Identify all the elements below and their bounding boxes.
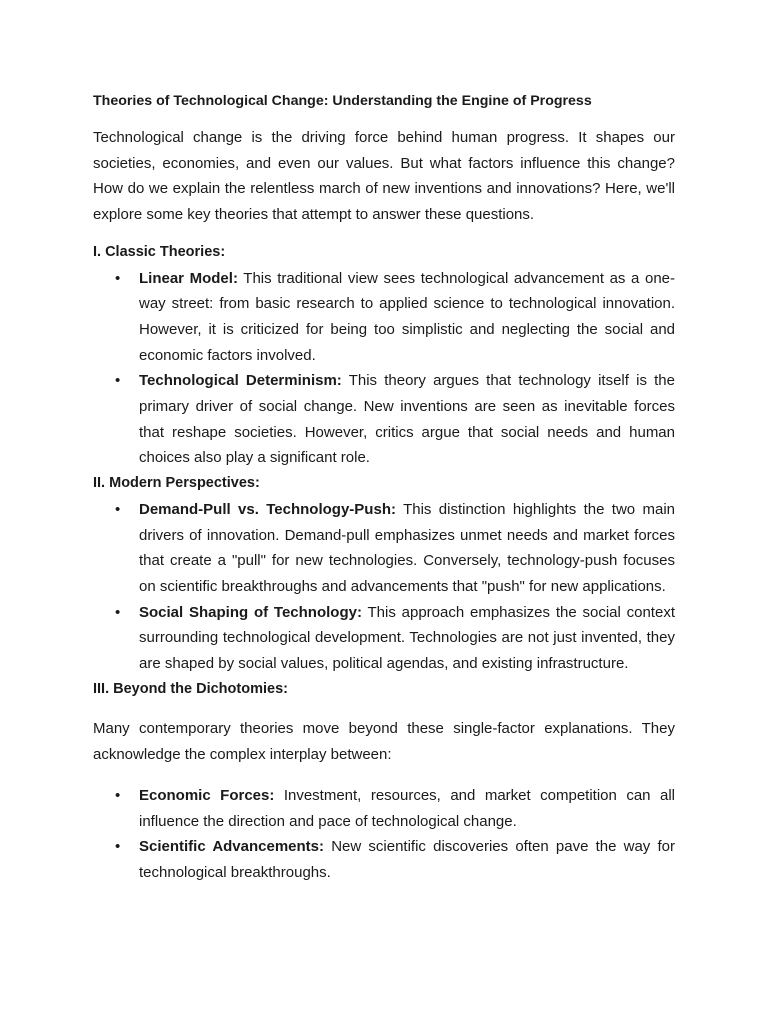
section-heading-classic-theories: I. Classic Theories: (93, 243, 226, 260)
list-item-term: Demand-Pull vs. Technology-Push: (139, 500, 396, 518)
classic-theories-list (93, 266, 675, 472)
list-item-text: Investment, resources, and market competition can all influence the direction and pace of technological change. (139, 786, 675, 830)
spacer (93, 702, 675, 716)
list-item (93, 368, 675, 471)
list-item-text: New scientific discoveries often pave the way for technological breakthroughs. (139, 838, 675, 881)
section-heading-beyond-dichotomies: III. Beyond the Dichotomies: (93, 680, 288, 697)
list-item-text: This distinction highlights the two main drivers of innovation. Demand-pull emphasizes unmet needs and market forces that create a "pull" for new technologies. Conversely, technology-push focuses on scientific breakthroughs and advancements that "push" for new applications. (139, 500, 676, 595)
list-item (93, 834, 675, 885)
bullet-icon: • (115, 838, 121, 856)
list-item (93, 783, 675, 834)
bullet-icon: • (115, 500, 121, 518)
document-title: Theories of Technological Change: Understanding the Engine of Progress (93, 93, 592, 109)
section-paragraph: Many contemporary theories move beyond these single-factor explanations. They acknowledge the complex interplay between: (93, 720, 675, 764)
list-item-term: Economic Forces: (139, 786, 275, 804)
list-item-term: Technological Determinism: (139, 372, 342, 390)
list-item-term: Scientific Advancements: (139, 838, 325, 856)
bullet-icon: • (115, 269, 121, 287)
section-heading-modern-perspectives: II. Modern Perspectives: (93, 475, 260, 492)
interplay-factors-list (93, 783, 675, 886)
list-item (93, 600, 675, 677)
list-item-text: This traditional view sees technological advancement as a one-way street: from basic research to applied science to technological innovation. However, it is criticized for being too simplistic and neglecting the social and economic factors involved. (139, 269, 675, 364)
intro-paragraph: Technological change is the driving force behind human progress. It shapes our societies, economies, and even our values. But what factors influence this change? How do we explain the relentless march of new inventions and innovations? Here, we'll explore some key theories that attempt to answer these questions. (93, 129, 675, 224)
bullet-icon: • (115, 786, 121, 804)
list-item-text: This theory argues that technology itself is the primary driver of social change. New inventions are seen as inevitable forces that reshape societies. However, critics argue that social needs and human choices also play a significant role. (139, 372, 675, 467)
document-page (93, 88, 675, 886)
list-item-term: Social Shaping of Technology: (139, 603, 362, 621)
list-item-text: This approach emphasizes the social context surrounding technological development. Technologies are not just invented, they are shaped by social values, political agendas, and existing infrastructure. (139, 603, 675, 673)
bullet-icon: • (115, 372, 121, 390)
list-item (93, 266, 675, 369)
list-item (93, 497, 675, 600)
bullet-icon: • (115, 603, 121, 621)
list-item-term: Linear Model: (139, 269, 238, 287)
modern-perspectives-list (93, 497, 675, 677)
